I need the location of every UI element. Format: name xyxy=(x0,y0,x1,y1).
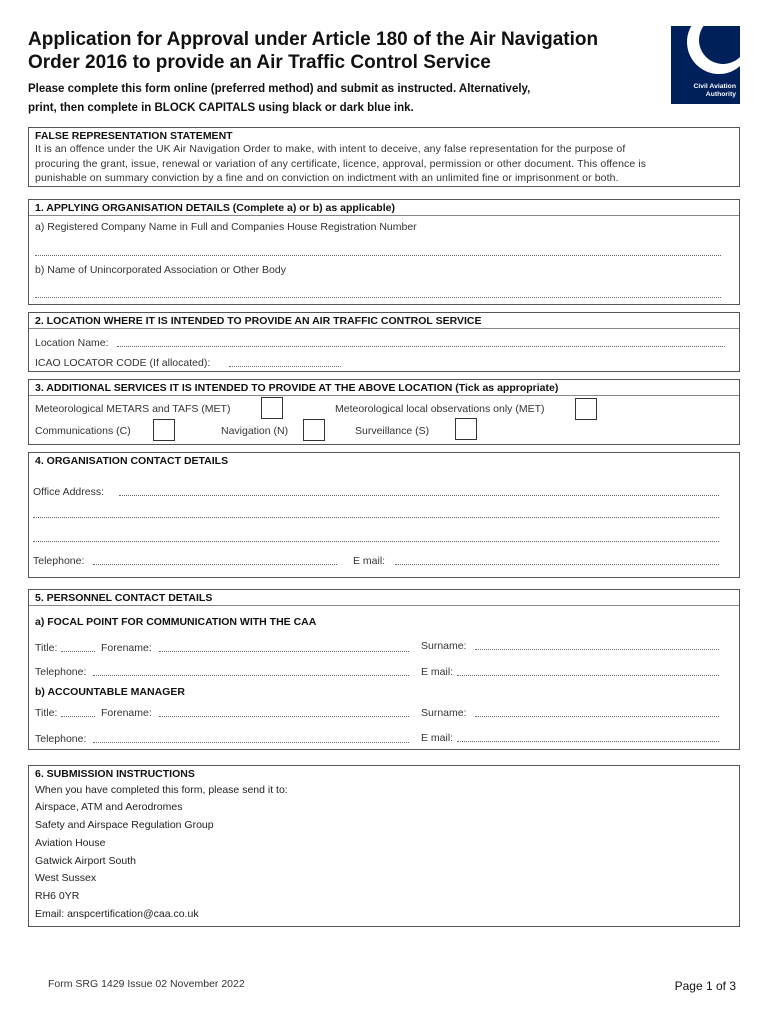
org-email-input[interactable] xyxy=(395,564,719,565)
focal-title-label: Title: xyxy=(35,642,58,654)
location-name-label: Location Name: xyxy=(35,337,109,349)
am-forename-label: Forename: xyxy=(101,707,152,719)
met-label: Meteorological METARS and TAFS (MET) xyxy=(35,403,231,415)
form-reference: Form SRG 1429 Issue 02 November 2022 xyxy=(48,978,245,990)
nav-checkbox[interactable] xyxy=(303,419,325,441)
nav-label: Navigation (N) xyxy=(221,425,289,437)
am-email-label: E mail: xyxy=(421,732,454,744)
false-rep-title: FALSE REPRESENTATION STATEMENT xyxy=(35,130,233,142)
am-telephone-label: Telephone: xyxy=(35,733,87,745)
org-telephone-input[interactable] xyxy=(93,564,337,565)
page-number: Page 1 of 3 xyxy=(674,979,736,993)
focal-email-input[interactable] xyxy=(457,675,719,676)
logo-text xyxy=(675,83,736,99)
focal-forename-label: Forename: xyxy=(101,642,152,654)
submission-line-5: West Sussex xyxy=(35,872,97,884)
focal-surname-input[interactable] xyxy=(475,649,719,650)
focal-forename-input[interactable] xyxy=(159,651,409,652)
submission-line-4: Gatwick Airport South xyxy=(35,855,136,867)
section-4 xyxy=(28,452,740,578)
logo-line-2: Authority xyxy=(705,91,736,98)
surv-checkbox[interactable] xyxy=(455,418,477,440)
submission-line-2: Safety and Airspace Regulation Group xyxy=(35,819,214,831)
section-2-header: 2. LOCATION WHERE IT IS INTENDED TO PROVIDE AN AIR TRAFFIC CONTROL SERVICE xyxy=(29,313,739,329)
office-address-label: Office Address: xyxy=(33,486,105,498)
am-forename-input[interactable] xyxy=(159,716,409,717)
section-6 xyxy=(28,765,740,927)
form-intro xyxy=(28,80,648,118)
section-4-header: 4. ORGANISATION CONTACT DETAILS xyxy=(35,455,229,467)
submission-line-6: RH6 0YR xyxy=(35,890,80,902)
section-2 xyxy=(28,312,740,372)
office-address-input-2[interactable] xyxy=(33,517,719,518)
icao-code-input[interactable] xyxy=(229,366,341,367)
am-surname-input[interactable] xyxy=(475,716,719,717)
met-local-label: Meteorological local observations only (MET) xyxy=(335,403,545,415)
am-surname-label: Surname: xyxy=(421,707,467,719)
focal-telephone-label: Telephone: xyxy=(35,666,87,678)
intro-line-1: Please complete this form online (preferred method) and submit as instructed. Alternatively, xyxy=(28,83,531,95)
false-representation-box xyxy=(28,127,740,187)
false-rep-line-1: It is an offence under the UK Air Navigation Order to make, with intent to deceive, any false representation for the purpose of xyxy=(35,143,626,155)
icao-code-label: ICAO LOCATOR CODE (If allocated): xyxy=(35,357,211,369)
org-email-label: E mail: xyxy=(353,555,386,567)
met-checkbox[interactable] xyxy=(261,397,283,419)
association-name-label: b) Name of Unincorporated Association or Other Body xyxy=(35,264,286,276)
section-3-header: 3. ADDITIONAL SERVICES IT IS INTENDED TO PROVIDE AT THE ABOVE LOCATION (Tick as appropriate) xyxy=(29,380,739,396)
section-1-header: 1. APPLYING ORGANISATION DETAILS (Complete a) or b) as applicable) xyxy=(29,200,739,216)
office-address-input-1[interactable] xyxy=(119,495,719,496)
section-5-header: 5. PERSONNEL CONTACT DETAILS xyxy=(29,590,739,606)
section-3 xyxy=(28,379,740,445)
location-name-input[interactable] xyxy=(117,346,725,347)
false-rep-line-2: procuring the grant, issue, renewal or variation of any certificate, licence, approval, permission or other document. This offence is xyxy=(35,157,647,170)
am-title-label: Title: xyxy=(35,707,58,719)
am-telephone-input[interactable] xyxy=(93,742,409,743)
false-rep-line-3: punishable on summary conviction by a fine and on conviction on indictment with an unlimited fine or imprisonment or both. xyxy=(35,172,619,184)
focal-title-input[interactable] xyxy=(61,651,95,652)
submission-email[interactable]: Email: anspcertification@caa.co.uk xyxy=(35,908,199,920)
surv-label: Surveillance (S) xyxy=(355,425,430,437)
focal-point-heading: a) FOCAL POINT FOR COMMUNICATION WITH THE CAA xyxy=(35,616,317,628)
company-name-label: a) Registered Company Name in Full and Companies House Registration Number xyxy=(35,221,417,233)
section-6-header: 6. SUBMISSION INSTRUCTIONS xyxy=(35,768,195,780)
intro-line-2: print, then complete in BLOCK CAPITALS using black or dark blue ink. xyxy=(28,102,414,114)
title-line-2: Order 2016 to provide an Air Traffic Control Service xyxy=(28,52,491,73)
focal-email-label: E mail: xyxy=(421,666,454,678)
submission-line-3: Aviation House xyxy=(35,837,106,849)
comms-checkbox[interactable] xyxy=(153,419,175,441)
association-name-input[interactable] xyxy=(35,297,721,298)
caa-logo xyxy=(671,26,740,104)
focal-surname-label: Surname: xyxy=(421,640,467,652)
company-name-input[interactable] xyxy=(35,255,721,256)
submission-line-0: When you have completed this form, please send it to: xyxy=(35,784,288,796)
am-email-input[interactable] xyxy=(457,741,719,742)
am-title-input[interactable] xyxy=(61,716,95,717)
office-address-input-3[interactable] xyxy=(33,541,719,542)
title-line-1: Application for Approval under Article 180 of the Air Navigation xyxy=(28,29,599,50)
logo-line-1: Civil Aviation xyxy=(693,83,736,90)
submission-line-1: Airspace, ATM and Aerodromes xyxy=(35,801,183,813)
org-telephone-label: Telephone: xyxy=(33,555,85,567)
accountable-manager-heading: b) ACCOUNTABLE MANAGER xyxy=(35,686,185,698)
section-5 xyxy=(28,589,740,750)
comms-label: Communications (C) xyxy=(35,425,131,437)
form-title xyxy=(28,28,658,74)
section-1 xyxy=(28,199,740,305)
met-local-checkbox[interactable] xyxy=(575,398,597,420)
focal-telephone-input[interactable] xyxy=(93,675,409,676)
false-rep-text xyxy=(29,142,739,189)
